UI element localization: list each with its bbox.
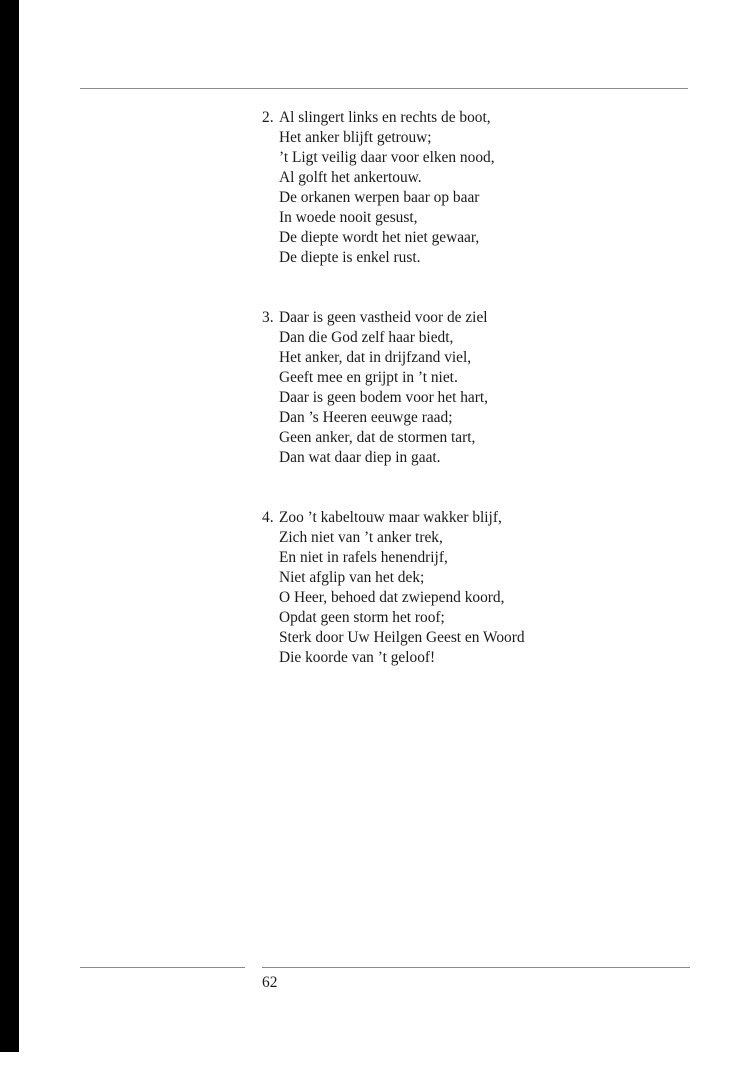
poem-line-text: Daar is geen vastheid voor de ziel (279, 309, 488, 326)
poem-line: De diepte is enkel rust. (279, 249, 421, 266)
poem-line: De diepte wordt het niet gewaar, (279, 229, 480, 246)
poem-line: Daar is geen bodem voor het hart, (279, 389, 488, 406)
poem-line: ’t Ligt veilig daar voor elken nood, (279, 149, 495, 166)
stanza-3 (262, 308, 525, 468)
stanza-2 (262, 108, 525, 268)
header-rule (80, 88, 688, 89)
poem-line: Dan die God zelf haar biedt, (279, 329, 454, 346)
poem-line: Sterk door Uw Heilgen Geest en Woord (279, 629, 525, 646)
poem-line: Het anker, dat in drijfzand viel, (279, 349, 472, 366)
stanza-4 (262, 508, 525, 668)
poem-line: Dan ’s Heeren eeuwge raad; (279, 409, 453, 426)
stanza-number: 2. (262, 109, 274, 126)
poem-line (262, 108, 525, 128)
poem-line: Niet afglip van het dek; (279, 569, 425, 586)
poem-line-text: Zoo ’t kabeltouw maar wakker blijf, (279, 509, 502, 526)
poem-line: Geen anker, dat de stormen tart, (279, 429, 476, 446)
poem-line: Al golft het ankertouw. (279, 169, 422, 186)
page-number: 62 (262, 974, 278, 991)
poem-line: O Heer, behoed dat zwiepend koord, (279, 589, 505, 606)
poem-line (262, 508, 525, 528)
poem-line: En niet in rafels henendrijf, (279, 549, 448, 566)
poem-line: Het anker blijft getrouw; (279, 129, 432, 146)
stanza-number: 4. (262, 509, 274, 526)
poem-line: In woede nooit gesust, (279, 209, 418, 226)
poem (262, 108, 525, 668)
poem-line: Opdat geen storm het roof; (279, 609, 445, 626)
stanza-number: 3. (262, 309, 274, 326)
poem-line (262, 308, 525, 328)
footer-rule-left (80, 967, 245, 968)
poem-line: Die koorde van ’t geloof! (279, 649, 436, 666)
poem-line-text: Al slingert links en rechts de boot, (279, 109, 491, 126)
page-binding-edge (0, 0, 19, 1052)
poem-line: Geeft mee en grijpt in ’t niet. (279, 369, 458, 386)
poem-line: Dan wat daar diep in gaat. (279, 449, 441, 466)
poem-line: Zich niet van ’t anker trek, (279, 529, 443, 546)
poem-line: De orkanen werpen baar op baar (279, 189, 480, 206)
footer-rule-right (262, 967, 690, 968)
